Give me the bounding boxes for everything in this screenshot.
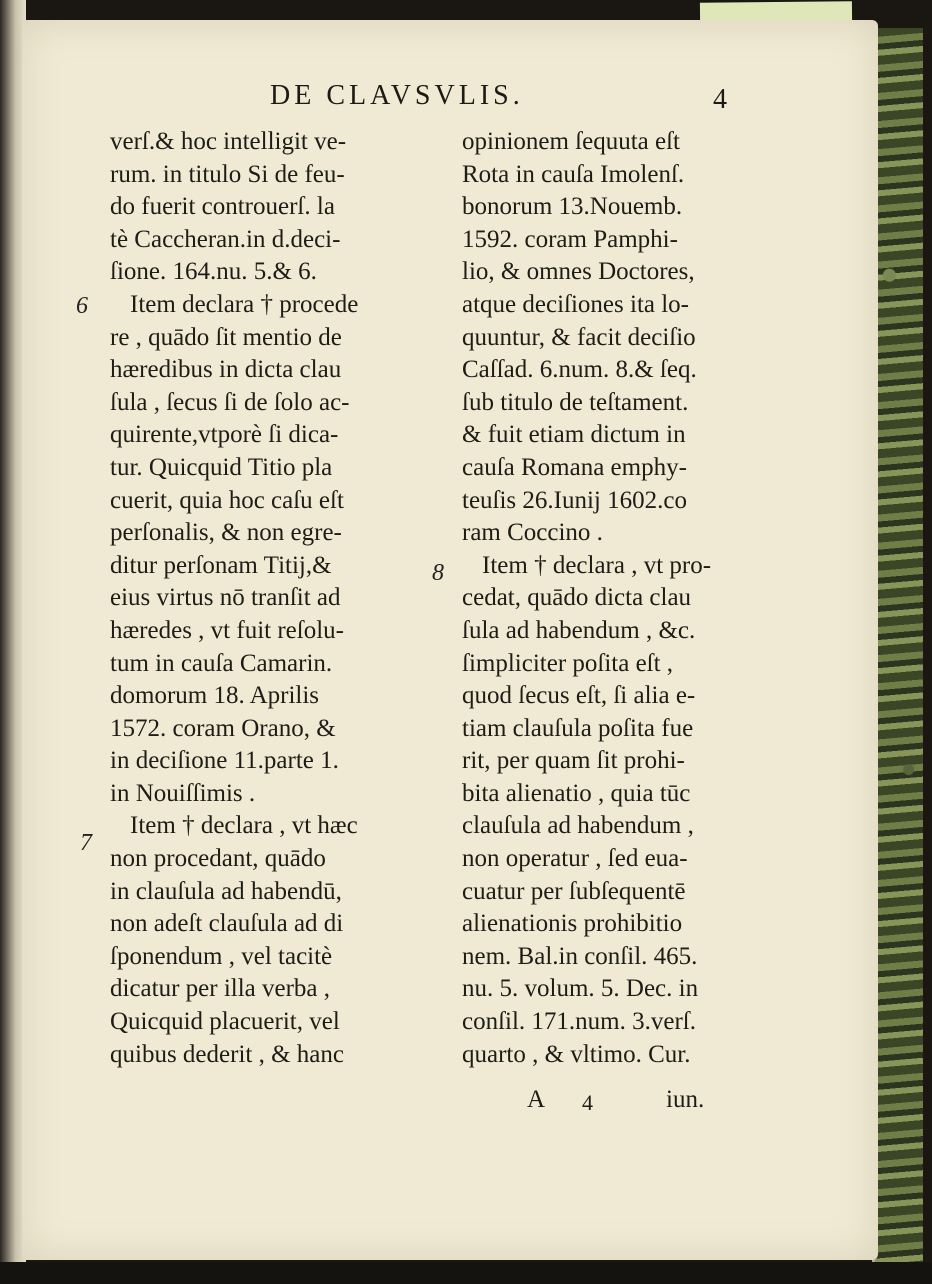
text-line: nem. Bal.in conſil. 465. <box>462 942 698 970</box>
catchword: iun. <box>666 1086 705 1113</box>
text-line: opinionem ſequuta eſt <box>462 128 681 155</box>
text-line: clauſula ad habendum , <box>462 812 694 840</box>
text-line: perſonalis, & non egre- <box>110 519 342 547</box>
text-line: Item declara † procede <box>130 290 359 318</box>
text-line: in Nouiſſimis . <box>110 779 256 807</box>
text-line: Quicquid placuerit, vel <box>110 1008 340 1036</box>
text-line: Item † declara , vt hæc <box>130 812 358 840</box>
text-line: bonorum 13.Nouemb. <box>462 193 683 221</box>
scan-bottom-edge <box>0 1262 932 1284</box>
text-line: quarto , & vltimo. Cur. <box>462 1040 691 1068</box>
text-line: ſula ad habendum , &c. <box>462 616 696 644</box>
text-line: nu. 5. volum. 5. Dec. in <box>462 975 699 1003</box>
text-line: Caſſad. 6.num. 8.& ſeq. <box>462 356 697 384</box>
text-line: ſimpliciter poſita eſt , <box>462 649 674 677</box>
text-line: tur. Quicquid Titio pla <box>110 453 333 481</box>
signature-number: 4 <box>582 1090 593 1115</box>
text-line: ſub titulo de teſtament. <box>462 388 689 416</box>
text-line: quibus dederit , & hanc <box>110 1040 344 1068</box>
text-line: 1592. coram Pamphi- <box>462 225 678 253</box>
text-line: quod ſecus eſt, ſi alia e- <box>462 682 696 710</box>
text-line: hæredibus in dicta clau <box>110 356 342 384</box>
marginal-number-7: 7 <box>80 830 92 856</box>
text-line: alienationis prohibitio <box>462 910 683 938</box>
text-line: dicatur per illa verba , <box>110 975 331 1003</box>
signature-mark: A <box>527 1086 546 1113</box>
text-line: Rota in cauſa Imolenſ. <box>462 160 685 188</box>
text-line: do fuerit controuerſ. la <box>110 193 335 221</box>
text-line: verſ.& hoc intelligit ve- <box>110 128 347 155</box>
text-line: ditur perſonam Titij,& <box>110 551 332 579</box>
text-line: rum. in titulo Si de feu- <box>110 160 345 188</box>
page-number: 4 <box>713 84 727 115</box>
text-column-left <box>110 126 410 1071</box>
text-line: & fuit etiam dictum in <box>462 421 686 449</box>
text-line: in deciſione 11.parte 1. <box>110 747 339 775</box>
text-line: lio, & omnes Doctores, <box>462 258 695 286</box>
text-column-right <box>462 126 767 1071</box>
text-line: teuſis 26.Iunij 1602.co <box>462 486 687 514</box>
text-line: rit, per quam ſit prohi- <box>462 747 685 775</box>
text-line: cauſa Romana emphy- <box>462 453 687 481</box>
text-line: cedat, quādo dicta clau <box>462 584 692 612</box>
text-line: eius virtus nō tranſit ad <box>110 584 341 612</box>
text-line: non procedant, quādo <box>110 845 326 873</box>
text-line: bita alienatio , quia tūc <box>462 779 691 807</box>
text-line: conſil. 171.num. 3.verſ. <box>462 1008 696 1036</box>
text-line: domorum 18. Aprilis <box>110 682 320 710</box>
text-line: cuerit, quia hoc caſu eſt <box>110 486 344 514</box>
text-line: in clauſula ad habendū, <box>110 877 342 905</box>
text-line: hæredes , vt fuit reſolu- <box>110 616 344 644</box>
text-line: tiam clauſula poſita fue <box>462 714 694 742</box>
text-line: non adeſt clauſula ad di <box>110 910 344 938</box>
text-line: quuntur, & facit deciſio <box>462 323 696 351</box>
text-line: atque deciſiones ita lo- <box>462 290 690 318</box>
text-line: ſione. 164.nu. 5.& 6. <box>110 258 317 286</box>
text-line: quirente,vtporè ſi dica- <box>110 421 339 449</box>
text-line: tum in cauſa Camarin. <box>110 649 333 677</box>
text-line: ſula , ſecus ſi de ſolo ac- <box>110 388 350 416</box>
text-line: tè Caccheran.in d.deci- <box>110 225 341 253</box>
marginal-number-6: 6 <box>76 293 88 319</box>
text-line: ſponendum , vel tacitè <box>110 942 333 970</box>
text-line: non operatur , ſed eua- <box>462 845 688 873</box>
running-head: DE CLAVSVLIS. <box>270 80 524 111</box>
text-line: cuatur per ſubſequentē <box>462 877 686 905</box>
text-line: Item † declara , vt pro- <box>482 551 712 579</box>
text-line: 1572. coram Orano, & <box>110 714 336 742</box>
marginal-number-8: 8 <box>432 560 444 586</box>
text-line: ram Coccino . <box>462 519 603 547</box>
text-line: re , quādo ſit mentio de <box>110 323 342 351</box>
marbled-endpaper <box>872 28 923 1264</box>
